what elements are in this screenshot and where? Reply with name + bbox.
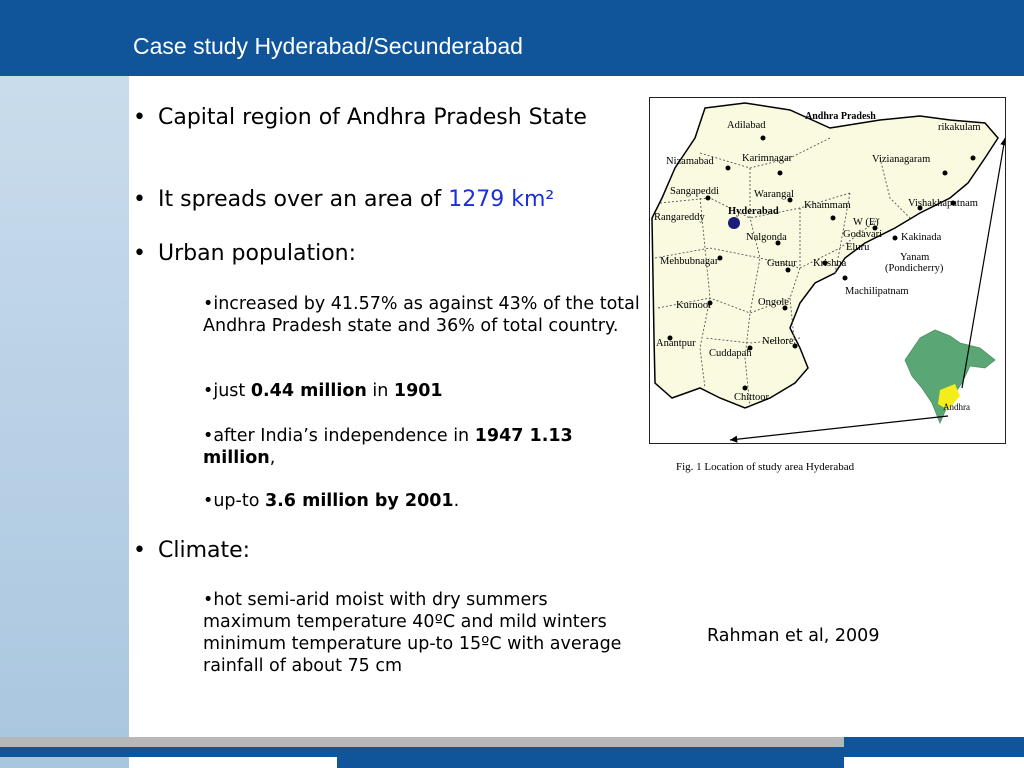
sub-bullet-2001 [203, 490, 643, 512]
andhra-pradesh-map [649, 97, 1006, 444]
sub-bullet-growth [203, 293, 643, 337]
bullet-marker: • [133, 105, 146, 130]
label-mehbubnagar: Mehbubnagar [660, 256, 719, 267]
bullet-text: Climate: [158, 538, 251, 563]
label-srikakulam: rikakulam [938, 122, 981, 133]
label-vizianagaram: Vizianagaram [872, 154, 931, 165]
label-chittoor: Chittoor [734, 392, 770, 403]
sub-bullet-1901 [203, 380, 643, 402]
year-1901: 1901 [393, 381, 443, 401]
bullet-climate [133, 537, 633, 564]
source-credit: Rahman et al, 2009 [707, 626, 880, 646]
arrow-to-map-bottom [730, 416, 948, 440]
label-krishna: Krishna [813, 258, 847, 269]
label-machilipatnam: Machilipatnam [845, 286, 909, 297]
label-adilabad: Adilabad [727, 120, 766, 131]
label-nellore: Nellore [762, 336, 794, 347]
label-sangapeddi: Sangapeddi [670, 186, 719, 197]
label-kurnool: Kurnool [676, 300, 711, 311]
sub-bullet-climate [203, 589, 623, 677]
label-warangal: Warangal [754, 189, 794, 200]
population-1901: 0.44 million [250, 381, 367, 401]
label-west-east: W (E) [853, 217, 879, 228]
bullet-text: Urban population: [158, 241, 357, 266]
left-sidebar [0, 76, 129, 768]
bullet-marker: • [133, 187, 146, 212]
label-nalgonda: Nalgonda [746, 232, 787, 243]
population-1947: 1947 1.13 million [203, 426, 573, 468]
label-vishakhapatnam: Vishakhapatnam [908, 198, 978, 209]
sub-bullet-marker: • [203, 426, 214, 446]
bullet-marker: • [133, 538, 146, 563]
label-eluru: Eluru [846, 242, 870, 253]
label-kakinada: Kakinada [901, 232, 942, 243]
map-title: Andhra Pradesh [805, 111, 876, 122]
label-nizamabad: Nizamabad [666, 156, 714, 167]
bullet-urban-population [133, 240, 633, 267]
label-karimnagar: Karimnagar [742, 153, 793, 164]
inset-label: Andhra [943, 402, 970, 412]
slide-title: Case study Hyderabad/Secunderabad [133, 33, 523, 59]
footer-stripe-blue-right [844, 737, 1024, 747]
sub-bullet-marker: • [203, 381, 214, 401]
label-anantpur: Anantpur [656, 338, 696, 349]
label-yanam: Yanam [900, 252, 930, 263]
area-value: 1279 km² [448, 187, 555, 212]
label-godavari: Godavari [843, 229, 883, 240]
sub-bullet-text: increased by 41.57% as against 43% of the total Andhra Pradesh state and 36% of total country. [203, 294, 640, 336]
sub-bullet-1947 [203, 425, 643, 469]
bullet-area [133, 186, 633, 213]
label-rangareddy: Rangareddy [654, 212, 705, 223]
label-cuddapah: Cuddapah [709, 348, 752, 359]
sub-bullet-text: . [453, 491, 460, 511]
area-prefix: It spreads over an area of [158, 187, 449, 212]
label-guntur: Guntur [767, 258, 797, 269]
sub-bullet-text: after India’s independence in [213, 426, 475, 446]
label-ongole: Ongole [758, 297, 789, 308]
bullet-capital-region [133, 104, 633, 131]
hyderabad-marker [728, 217, 740, 229]
sub-bullet-text: just [213, 381, 251, 401]
sub-bullet-marker: • [203, 590, 214, 610]
sub-bullet-text: up-to [213, 491, 265, 511]
sub-bullet-text: hot semi-arid moist with dry summers maximum temperature 40ºC and mild winters minimum temperature up-to 15ºC with average rainfall of about 75 cm [203, 590, 622, 676]
sub-bullet-marker: • [203, 294, 214, 314]
population-2001: 3.6 million by 2001 [264, 491, 454, 511]
bullet-text [133, 186, 633, 213]
footer-stripe-blue-bottom [337, 757, 844, 768]
map-svg [650, 98, 1005, 443]
sub-bullet-marker: • [203, 491, 214, 511]
sub-bullet-text: in [366, 381, 394, 401]
bullet-marker: • [133, 241, 146, 266]
label-khammam: Khammam [804, 200, 851, 211]
sub-bullet-text: , [269, 448, 276, 468]
label-pondicherry: (Pondicherry) [885, 263, 944, 274]
bullet-text: Capital region of Andhra Pradesh State [158, 105, 587, 130]
label-hyderabad: Hyderabad [728, 206, 779, 217]
figure-caption: Fig. 1 Location of study area Hyderabad [676, 461, 855, 473]
footer-stripe-blue [0, 747, 1024, 757]
